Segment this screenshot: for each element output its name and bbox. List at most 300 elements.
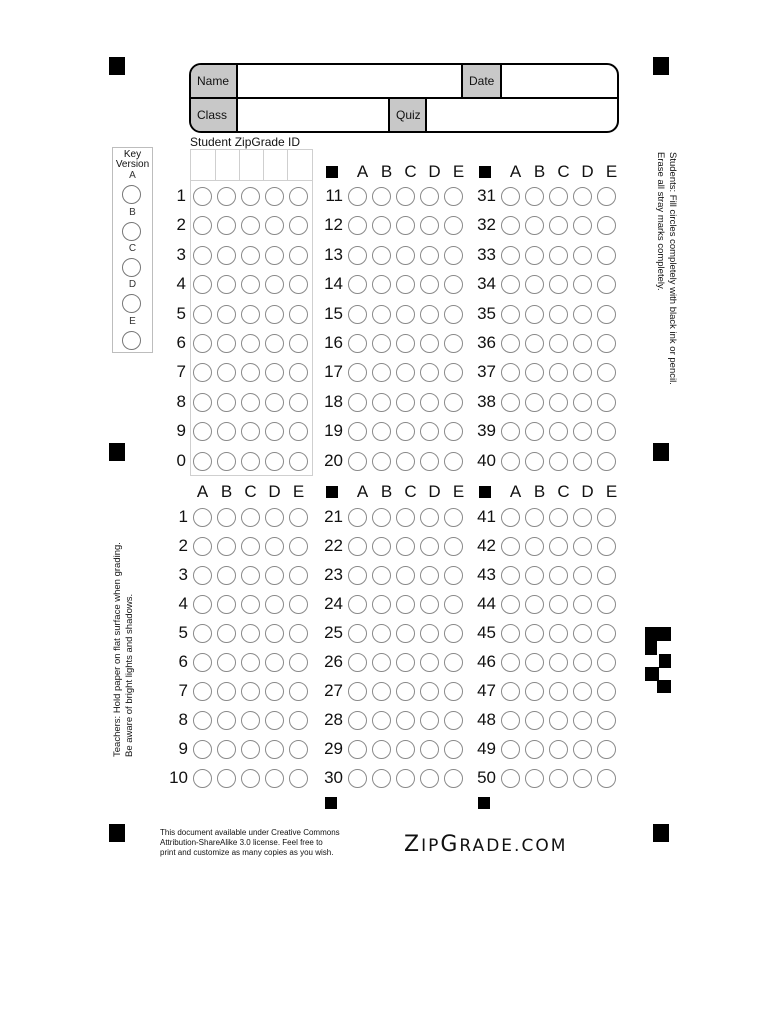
key-version-letter: B xyxy=(129,207,136,218)
answer-bubble[interactable] xyxy=(241,624,260,643)
answer-bubble[interactable] xyxy=(289,653,308,672)
answer-bubble[interactable] xyxy=(420,682,439,701)
answer-bubble[interactable] xyxy=(396,275,415,294)
answer-bubble[interactable] xyxy=(193,508,212,527)
answer-bubble[interactable] xyxy=(372,682,391,701)
answer-bubble[interactable] xyxy=(525,275,544,294)
answer-bubble[interactable] xyxy=(525,682,544,701)
answer-bubble[interactable] xyxy=(597,187,616,206)
answer-bubble[interactable] xyxy=(348,334,367,353)
answer-bubble[interactable] xyxy=(420,452,439,471)
answer-bubble[interactable] xyxy=(348,537,367,556)
answer-bubble[interactable] xyxy=(396,216,415,235)
key-version-bubble[interactable] xyxy=(122,331,141,350)
answer-bubble[interactable] xyxy=(265,653,284,672)
answer-bubble[interactable] xyxy=(372,305,391,324)
answer-bubble[interactable] xyxy=(597,566,616,585)
answer-bubble[interactable] xyxy=(217,187,236,206)
answer-bubble[interactable] xyxy=(372,422,391,441)
answer-bubble[interactable] xyxy=(265,769,284,788)
answer-bubble[interactable] xyxy=(396,305,415,324)
answer-bubble[interactable] xyxy=(444,246,463,265)
answer-bubble[interactable] xyxy=(241,595,260,614)
answer-bubble[interactable] xyxy=(525,624,544,643)
answer-bubble[interactable] xyxy=(501,275,520,294)
answer-bubble[interactable] xyxy=(573,624,592,643)
answer-bubble[interactable] xyxy=(396,566,415,585)
answer-bubble[interactable] xyxy=(396,711,415,730)
key-version-bubble[interactable] xyxy=(122,185,141,204)
answer-bubble[interactable] xyxy=(372,334,391,353)
answer-bubble[interactable] xyxy=(396,363,415,382)
answer-bubble[interactable] xyxy=(241,711,260,730)
answer-bubble[interactable] xyxy=(420,653,439,672)
answer-bubble[interactable] xyxy=(241,740,260,759)
answer-bubble[interactable] xyxy=(265,508,284,527)
answer-bubble[interactable] xyxy=(549,769,568,788)
answer-bubble[interactable] xyxy=(372,624,391,643)
answer-bubble[interactable] xyxy=(289,537,308,556)
key-version-bubble[interactable] xyxy=(122,222,141,241)
answer-bubble[interactable] xyxy=(265,537,284,556)
answer-bubble[interactable] xyxy=(265,334,284,353)
answer-bubble[interactable] xyxy=(597,216,616,235)
answer-bubble[interactable] xyxy=(348,393,367,412)
answer-bubble[interactable] xyxy=(573,537,592,556)
answer-bubble[interactable] xyxy=(420,711,439,730)
answer-bubble[interactable] xyxy=(597,740,616,759)
answer-bubble[interactable] xyxy=(420,187,439,206)
answer-bubble[interactable] xyxy=(549,275,568,294)
answer-bubble[interactable] xyxy=(501,537,520,556)
answer-bubble[interactable] xyxy=(241,653,260,672)
question-number: 45 xyxy=(477,623,496,642)
answer-bubble[interactable] xyxy=(501,508,520,527)
answer-bubble[interactable] xyxy=(573,711,592,730)
answer-bubble[interactable] xyxy=(289,624,308,643)
answer-bubble[interactable] xyxy=(549,624,568,643)
answer-bubble[interactable] xyxy=(193,537,212,556)
answer-bubble[interactable] xyxy=(573,305,592,324)
answer-bubble[interactable] xyxy=(396,452,415,471)
answer-bubble[interactable] xyxy=(193,653,212,672)
answer-bubble[interactable] xyxy=(501,769,520,788)
answer-bubble[interactable] xyxy=(549,682,568,701)
answer-bubble[interactable] xyxy=(525,711,544,730)
answer-bubble[interactable] xyxy=(501,363,520,382)
answer-bubble[interactable] xyxy=(573,275,592,294)
answer-bubble[interactable] xyxy=(501,711,520,730)
answer-bubble[interactable] xyxy=(289,508,308,527)
answer-bubble[interactable] xyxy=(372,363,391,382)
answer-bubble[interactable] xyxy=(444,595,463,614)
answer-bubble[interactable] xyxy=(549,393,568,412)
answer-bubble[interactable] xyxy=(573,363,592,382)
answer-bubble[interactable] xyxy=(573,216,592,235)
name-field[interactable] xyxy=(238,65,463,97)
answer-bubble[interactable] xyxy=(501,740,520,759)
answer-bubble[interactable] xyxy=(265,246,284,265)
key-version-title-line1: Key xyxy=(123,149,142,160)
answer-bubble[interactable] xyxy=(525,508,544,527)
answer-bubble[interactable] xyxy=(597,275,616,294)
answer-bubble[interactable] xyxy=(241,393,260,412)
answer-bubble[interactable] xyxy=(217,769,236,788)
question-number: 48 xyxy=(477,710,496,729)
answer-bubble[interactable] xyxy=(193,305,212,324)
answer-bubble[interactable] xyxy=(597,334,616,353)
answer-bubble[interactable] xyxy=(289,682,308,701)
answer-bubble[interactable] xyxy=(348,422,367,441)
answer-bubble[interactable] xyxy=(573,334,592,353)
answer-bubble[interactable] xyxy=(525,422,544,441)
answer-bubble[interactable] xyxy=(289,769,308,788)
answer-bubble[interactable] xyxy=(420,422,439,441)
answer-bubble[interactable] xyxy=(444,769,463,788)
answer-bubble[interactable] xyxy=(525,769,544,788)
answer-bubble[interactable] xyxy=(549,334,568,353)
answer-bubble[interactable] xyxy=(372,508,391,527)
answer-bubble[interactable] xyxy=(501,334,520,353)
answer-bubble[interactable] xyxy=(193,595,212,614)
answer-bubble[interactable] xyxy=(217,711,236,730)
answer-bubble[interactable] xyxy=(193,711,212,730)
answer-bubble[interactable] xyxy=(597,305,616,324)
answer-bubble[interactable] xyxy=(444,305,463,324)
answer-bubble[interactable] xyxy=(193,769,212,788)
answer-bubble[interactable] xyxy=(265,711,284,730)
answer-bubble[interactable] xyxy=(348,216,367,235)
answer-bubble[interactable] xyxy=(501,566,520,585)
answer-bubble[interactable] xyxy=(420,566,439,585)
answer-bubble[interactable] xyxy=(573,422,592,441)
answer-bubble[interactable] xyxy=(573,653,592,672)
answer-bubble[interactable] xyxy=(597,246,616,265)
answer-bubble[interactable] xyxy=(549,363,568,382)
answer-bubble[interactable] xyxy=(217,537,236,556)
answer-bubble[interactable] xyxy=(597,363,616,382)
answer-bubble[interactable] xyxy=(525,653,544,672)
answer-bubble[interactable] xyxy=(501,422,520,441)
answer-bubble[interactable] xyxy=(193,187,212,206)
answer-bubble[interactable] xyxy=(420,275,439,294)
answer-bubble[interactable] xyxy=(597,452,616,471)
answer-bubble[interactable] xyxy=(348,624,367,643)
answer-bubble[interactable] xyxy=(597,537,616,556)
answer-bubble[interactable] xyxy=(372,740,391,759)
answer-bubble[interactable] xyxy=(217,246,236,265)
answer-bubble[interactable] xyxy=(289,566,308,585)
answer-bubble[interactable] xyxy=(348,508,367,527)
answer-bubble[interactable] xyxy=(241,508,260,527)
answer-bubble[interactable] xyxy=(372,187,391,206)
answer-bubble[interactable] xyxy=(241,769,260,788)
answer-bubble[interactable] xyxy=(289,595,308,614)
answer-bubble[interactable] xyxy=(241,537,260,556)
answer-bubble[interactable] xyxy=(444,393,463,412)
answer-bubble[interactable] xyxy=(265,595,284,614)
answer-bubble[interactable] xyxy=(372,452,391,471)
answer-bubble[interactable] xyxy=(549,452,568,471)
answer-bubble[interactable] xyxy=(549,740,568,759)
answer-bubble[interactable] xyxy=(396,682,415,701)
answer-bubble[interactable] xyxy=(217,566,236,585)
answer-bubble[interactable] xyxy=(289,740,308,759)
answer-bubble[interactable] xyxy=(573,769,592,788)
answer-bubble[interactable] xyxy=(241,566,260,585)
answer-bubble[interactable] xyxy=(372,653,391,672)
answer-bubble[interactable] xyxy=(289,711,308,730)
answer-bubble[interactable] xyxy=(549,216,568,235)
answer-bubble[interactable] xyxy=(348,740,367,759)
answer-bubble[interactable] xyxy=(501,305,520,324)
answer-bubble[interactable] xyxy=(549,537,568,556)
answer-bubble[interactable] xyxy=(444,508,463,527)
answer-bubble[interactable] xyxy=(444,334,463,353)
answer-bubble[interactable] xyxy=(217,452,236,471)
answer-bubble[interactable] xyxy=(241,682,260,701)
answer-bubble[interactable] xyxy=(420,393,439,412)
answer-bubble[interactable] xyxy=(525,246,544,265)
answer-bubble[interactable] xyxy=(549,305,568,324)
answer-bubble[interactable] xyxy=(396,769,415,788)
answer-bubble[interactable] xyxy=(348,566,367,585)
question-number: 17 xyxy=(324,362,343,382)
answer-bubble[interactable] xyxy=(396,653,415,672)
answer-bubble[interactable] xyxy=(525,393,544,412)
answer-bubble[interactable] xyxy=(265,566,284,585)
answer-bubble[interactable] xyxy=(597,595,616,614)
key-version-bubble[interactable] xyxy=(122,258,141,277)
answer-bubble[interactable] xyxy=(265,682,284,701)
answer-bubble[interactable] xyxy=(265,624,284,643)
answer-bubble[interactable] xyxy=(396,187,415,206)
answer-bubble[interactable] xyxy=(420,595,439,614)
answer-bubble[interactable] xyxy=(348,187,367,206)
answer-bubble[interactable] xyxy=(348,682,367,701)
answer-bubble[interactable] xyxy=(525,363,544,382)
answer-bubble[interactable] xyxy=(444,740,463,759)
answer-bubble[interactable] xyxy=(265,305,284,324)
answer-bubble[interactable] xyxy=(289,334,308,353)
answer-bubble[interactable] xyxy=(420,508,439,527)
answer-bubble[interactable] xyxy=(372,769,391,788)
answer-bubble[interactable] xyxy=(372,537,391,556)
answer-bubble[interactable] xyxy=(217,393,236,412)
answer-bubble[interactable] xyxy=(241,452,260,471)
answer-bubble[interactable] xyxy=(217,508,236,527)
answer-bubble[interactable] xyxy=(549,246,568,265)
answer-bubble[interactable] xyxy=(573,595,592,614)
answer-bubble[interactable] xyxy=(193,566,212,585)
question-number: 4 xyxy=(178,594,188,613)
teacher-instructions: Teachers: Hold paper on flat surface when grading. Be aware of bright lights and shadows. xyxy=(112,542,135,757)
answer-bubble[interactable] xyxy=(597,653,616,672)
answer-bubble[interactable] xyxy=(217,595,236,614)
answer-bubble[interactable] xyxy=(525,537,544,556)
answer-bubble[interactable] xyxy=(444,537,463,556)
answer-bubble[interactable] xyxy=(525,305,544,324)
answer-bubble[interactable] xyxy=(597,393,616,412)
key-version-bubble[interactable] xyxy=(122,294,141,313)
answer-bubble[interactable] xyxy=(444,363,463,382)
answer-bubble[interactable] xyxy=(348,595,367,614)
class-field[interactable] xyxy=(238,99,390,131)
answer-bubble[interactable] xyxy=(217,305,236,324)
answer-bubble[interactable] xyxy=(573,393,592,412)
answer-bubble[interactable] xyxy=(420,537,439,556)
answer-bubble[interactable] xyxy=(597,624,616,643)
answer-bubble[interactable] xyxy=(372,595,391,614)
answer-bubble[interactable] xyxy=(444,682,463,701)
answer-bubble[interactable] xyxy=(348,246,367,265)
answer-bubble[interactable] xyxy=(444,624,463,643)
answer-bubble[interactable] xyxy=(193,740,212,759)
answer-bubble[interactable] xyxy=(193,452,212,471)
answer-bubble[interactable] xyxy=(217,334,236,353)
question-number: 22 xyxy=(324,536,343,555)
answer-bubble[interactable] xyxy=(525,595,544,614)
answer-bubble[interactable] xyxy=(241,187,260,206)
answer-bubble[interactable] xyxy=(501,595,520,614)
answer-bubble[interactable] xyxy=(525,334,544,353)
answer-bubble[interactable] xyxy=(549,653,568,672)
answer-bubble[interactable] xyxy=(372,275,391,294)
answer-bubble[interactable] xyxy=(597,508,616,527)
answer-bubble[interactable] xyxy=(573,246,592,265)
answer-bubble[interactable] xyxy=(289,187,308,206)
answer-bubble[interactable] xyxy=(217,624,236,643)
answer-bubble[interactable] xyxy=(420,305,439,324)
answer-bubble[interactable] xyxy=(193,334,212,353)
answer-bubble[interactable] xyxy=(289,246,308,265)
answer-bubble[interactable] xyxy=(193,393,212,412)
answer-bubble[interactable] xyxy=(241,334,260,353)
answer-bubble[interactable] xyxy=(444,452,463,471)
answer-bubble[interactable] xyxy=(348,363,367,382)
answer-bubble[interactable] xyxy=(597,769,616,788)
answer-bubble[interactable] xyxy=(396,595,415,614)
answer-bubble[interactable] xyxy=(396,334,415,353)
answer-bubble[interactable] xyxy=(501,682,520,701)
answer-bubble[interactable] xyxy=(549,508,568,527)
answer-bubble[interactable] xyxy=(549,566,568,585)
answer-bubble[interactable] xyxy=(217,740,236,759)
answer-bubble[interactable] xyxy=(525,187,544,206)
answer-bubble[interactable] xyxy=(573,682,592,701)
answer-bubble[interactable] xyxy=(444,216,463,235)
answer-bubble[interactable] xyxy=(525,216,544,235)
answer-bubble[interactable] xyxy=(420,246,439,265)
answer-bubble[interactable] xyxy=(372,711,391,730)
answer-bubble[interactable] xyxy=(372,393,391,412)
answer-bubble[interactable] xyxy=(396,508,415,527)
answer-bubble[interactable] xyxy=(372,566,391,585)
answer-bubble[interactable] xyxy=(444,275,463,294)
answer-bubble[interactable] xyxy=(501,452,520,471)
answer-bubble[interactable] xyxy=(289,305,308,324)
answer-bubble[interactable] xyxy=(573,566,592,585)
answer-bubble[interactable] xyxy=(265,187,284,206)
answer-bubble[interactable] xyxy=(372,216,391,235)
question-number: 44 xyxy=(477,594,496,613)
answer-bubble[interactable] xyxy=(525,452,544,471)
answer-bubble[interactable] xyxy=(597,711,616,730)
answer-bubble[interactable] xyxy=(420,769,439,788)
answer-bubble[interactable] xyxy=(501,187,520,206)
answer-bubble[interactable] xyxy=(217,682,236,701)
answer-bubble[interactable] xyxy=(420,740,439,759)
answer-bubble[interactable] xyxy=(348,711,367,730)
answer-bubble[interactable] xyxy=(348,275,367,294)
answer-bubble[interactable] xyxy=(241,305,260,324)
answer-bubble[interactable] xyxy=(549,711,568,730)
answer-bubble[interactable] xyxy=(573,508,592,527)
answer-bubble[interactable] xyxy=(420,216,439,235)
answer-bubble[interactable] xyxy=(193,624,212,643)
answer-bubble[interactable] xyxy=(501,653,520,672)
answer-bubble[interactable] xyxy=(501,624,520,643)
date-field[interactable] xyxy=(502,65,619,97)
answer-bubble[interactable] xyxy=(265,740,284,759)
answer-bubble[interactable] xyxy=(444,566,463,585)
answer-bubble[interactable] xyxy=(444,422,463,441)
answer-bubble[interactable] xyxy=(597,682,616,701)
answer-bubble[interactable] xyxy=(501,246,520,265)
answer-bubble[interactable] xyxy=(396,422,415,441)
answer-bubble[interactable] xyxy=(549,595,568,614)
answer-bubble[interactable] xyxy=(217,653,236,672)
question-number: 11 xyxy=(325,186,343,205)
answer-bubble[interactable] xyxy=(265,393,284,412)
answer-bubble[interactable] xyxy=(420,624,439,643)
answer-bubble[interactable] xyxy=(193,682,212,701)
answer-bubble[interactable] xyxy=(549,187,568,206)
answer-bubble[interactable] xyxy=(396,740,415,759)
answer-bubble[interactable] xyxy=(348,305,367,324)
answer-bubble[interactable] xyxy=(348,653,367,672)
answer-bubble[interactable] xyxy=(444,187,463,206)
answer-bubble[interactable] xyxy=(420,334,439,353)
answer-bubble[interactable] xyxy=(289,393,308,412)
answer-bubble[interactable] xyxy=(265,452,284,471)
question-number: 24 xyxy=(324,594,343,613)
answer-bubble[interactable] xyxy=(573,187,592,206)
quiz-field[interactable] xyxy=(427,99,619,131)
answer-bubble[interactable] xyxy=(573,740,592,759)
answer-bubble[interactable] xyxy=(396,393,415,412)
answer-bubble[interactable] xyxy=(289,452,308,471)
answer-bubble[interactable] xyxy=(396,624,415,643)
answer-bubble[interactable] xyxy=(597,422,616,441)
answer-bubble[interactable] xyxy=(348,452,367,471)
answer-bubble[interactable] xyxy=(444,653,463,672)
answer-bubble[interactable] xyxy=(420,363,439,382)
answer-bubble[interactable] xyxy=(241,246,260,265)
answer-bubble[interactable] xyxy=(573,452,592,471)
answer-bubble[interactable] xyxy=(525,566,544,585)
answer-bubble[interactable] xyxy=(193,246,212,265)
answer-bubble[interactable] xyxy=(525,740,544,759)
answer-bubble[interactable] xyxy=(372,246,391,265)
answer-bubble[interactable] xyxy=(396,537,415,556)
answer-bubble[interactable] xyxy=(501,393,520,412)
answer-bubble[interactable] xyxy=(444,711,463,730)
answer-bubble[interactable] xyxy=(501,216,520,235)
answer-bubble[interactable] xyxy=(396,246,415,265)
answer-bubble[interactable] xyxy=(549,422,568,441)
answer-bubble[interactable] xyxy=(348,769,367,788)
